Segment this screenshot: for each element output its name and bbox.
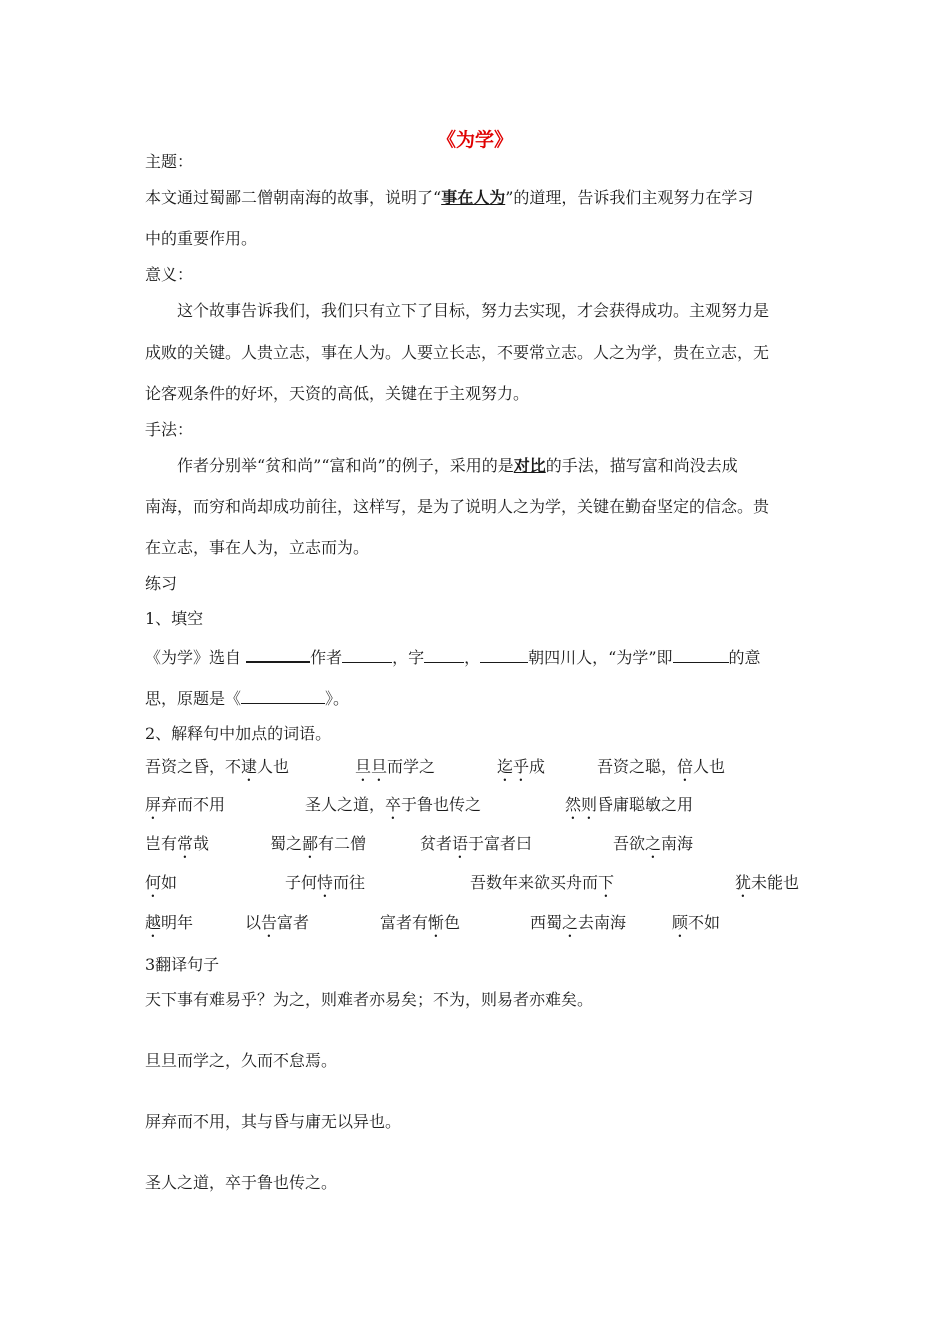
meaning-line-3: 论客观条件的好坏，天资的高低，关键在于主观努力。 xyxy=(145,384,530,403)
q2-item-text: 以 xyxy=(245,913,262,932)
q2-item-text: 人也 xyxy=(257,757,290,776)
q2-item-text: 富者 xyxy=(277,913,310,932)
q1-fill-line-2: 思，原题是《 》。 xyxy=(145,689,350,708)
theme-heading: 主题： xyxy=(145,152,194,171)
q2-item-text: 昏庸聪敏之用 xyxy=(597,795,694,814)
dotted-word: 倍 xyxy=(677,757,694,776)
q2-item-text: 富者有 xyxy=(380,913,429,932)
q2-item xyxy=(245,913,309,941)
q2-item xyxy=(145,913,193,941)
q2-item-text: 明年 xyxy=(161,913,194,932)
q2-item-text: 吾资之昏，不 xyxy=(145,757,242,776)
q2-item xyxy=(305,795,481,823)
q2-item-text: 蜀之 xyxy=(270,834,303,853)
q2-item-text: 吾欲 xyxy=(613,834,646,853)
meaning-line-1: 这个故事告诉我们，我们只有立下了目标，努力去实现，才会获得成功。主观努力是 xyxy=(177,301,770,320)
q2-item-text: 于富者曰 xyxy=(468,834,533,853)
q2-item-text: 如 xyxy=(161,873,178,892)
q2-item xyxy=(145,873,177,901)
technique-line-3: 在立志，事在人为，立志而为。 xyxy=(145,538,370,557)
dotted-word: 迄乎 xyxy=(497,757,530,776)
dotted-word: 何 xyxy=(145,873,162,892)
q2-item-text: 去南海 xyxy=(578,913,627,932)
q2-item-text: 子何 xyxy=(285,873,318,892)
q2-item-text: 色 xyxy=(444,913,461,932)
dotted-word: 之 xyxy=(645,834,662,853)
q3-sentence-1: 天下事有难易乎？为之，则难者亦易矣；不为，则易者亦难矣。 xyxy=(145,990,594,1009)
blank-courtesy-name[interactable] xyxy=(424,647,464,663)
q2-item xyxy=(145,834,209,862)
dotted-word: 下 xyxy=(598,873,615,892)
q2-item-text: 成 xyxy=(529,757,546,776)
q3-sentence-2: 旦旦而学之，久而不怠焉。 xyxy=(145,1051,338,1070)
q2-item xyxy=(672,913,720,941)
q2-item xyxy=(530,913,626,941)
emphasis-phrase: 事在人为 xyxy=(441,188,506,207)
q2-item xyxy=(420,834,532,862)
q2-item-text: 南海 xyxy=(661,834,694,853)
q3-heading: 3翻译句子 xyxy=(145,955,220,974)
q2-item-text: 人也 xyxy=(693,757,726,776)
q2-heading: 2、解释句中加点的词语。 xyxy=(145,724,332,743)
q2-item-text: 吾数年来欲买舟而 xyxy=(470,873,599,892)
q2-item xyxy=(735,873,799,901)
dotted-word: 鄙 xyxy=(302,834,319,853)
technique-line-2: 南海，而穷和尚却成功前往，这样写，是为了说明人之为学，关键在勤奋坚定的信念。贵 xyxy=(145,497,770,516)
dotted-word: 卒 xyxy=(385,795,402,814)
q2-item xyxy=(270,834,366,862)
q2-item xyxy=(497,757,545,785)
q1-fill-line-1: 《为学》选自 作者 ，字 ， 朝四川人，“为学”即 的意 xyxy=(145,648,761,667)
meaning-line-2: 成败的关键。人贵立志，事在人为。人要立长志，不要常立志。人之为学，贵在立志，无 xyxy=(145,343,770,362)
q2-item-text: 贫者 xyxy=(420,834,453,853)
q2-item xyxy=(613,834,693,862)
practice-heading: 练习 xyxy=(145,574,178,593)
q2-item-text: 岂有 xyxy=(145,834,178,853)
theme-line-2: 中的重要作用。 xyxy=(145,229,258,248)
dotted-word: 恃 xyxy=(317,873,334,892)
q2-item-text: 未能也 xyxy=(751,873,800,892)
blank-author[interactable] xyxy=(342,647,392,663)
q2-item xyxy=(597,757,725,785)
q2-item xyxy=(470,873,614,901)
q2-item xyxy=(285,873,365,901)
dotted-word: 告 xyxy=(261,913,278,932)
dotted-word: 越 xyxy=(145,913,162,932)
blank-original-title[interactable] xyxy=(241,688,325,704)
q2-item-text: 圣人之道， xyxy=(305,795,386,814)
emphasis-term: 对比 xyxy=(513,456,546,475)
q2-item-text: 哉 xyxy=(193,834,210,853)
technique-heading: 手法： xyxy=(145,420,194,439)
dotted-word: 旦旦 xyxy=(355,757,388,776)
q2-item-text: 西蜀 xyxy=(530,913,563,932)
q2-item-text: 于鲁也传之 xyxy=(401,795,482,814)
q2-item-text: 吾资之聪， xyxy=(597,757,678,776)
dotted-word: 常 xyxy=(177,834,194,853)
q2-item-text: 而学之 xyxy=(387,757,436,776)
q2-item xyxy=(145,795,225,823)
q2-item xyxy=(145,757,289,785)
technique-line-1: 作者分别举“贫和尚”“富和尚”的例子，采用的是对比的手法，描写富和尚没去成 xyxy=(177,456,738,475)
blank-meaning[interactable] xyxy=(673,647,729,663)
dotted-word: 犹 xyxy=(735,873,752,892)
theme-line-1: 本文通过蜀鄙二僧朝南海的故事，说明了“事在人为”的道理，告诉我们主观努力在学习 xyxy=(145,188,754,207)
q2-item xyxy=(355,757,435,785)
meaning-heading: 意义： xyxy=(145,265,194,284)
q1-heading: 1、填空 xyxy=(145,609,204,628)
q2-item xyxy=(565,795,693,823)
dotted-word: 顾 xyxy=(672,913,689,932)
blank-dynasty[interactable] xyxy=(480,647,528,663)
q2-item-text: 而往 xyxy=(333,873,366,892)
q2-item-text: 有二僧 xyxy=(318,834,367,853)
q2-item-text: 弃而不用 xyxy=(161,795,226,814)
q2-item xyxy=(380,913,460,941)
dotted-word: 逮 xyxy=(241,757,258,776)
q3-sentence-4: 圣人之道，卒于鲁也传之。 xyxy=(145,1173,338,1192)
dotted-word: 之 xyxy=(562,913,579,932)
q3-sentence-3: 屏弃而不用，其与昏与庸无以异也。 xyxy=(145,1112,402,1131)
dotted-word: 屏 xyxy=(145,795,162,814)
dotted-word: 惭 xyxy=(428,913,445,932)
blank-source[interactable] xyxy=(246,646,310,663)
dotted-word: 语 xyxy=(452,834,469,853)
dotted-word: 然则 xyxy=(565,795,598,814)
page-title: 《为学》 xyxy=(436,129,513,151)
q2-item-text: 不如 xyxy=(688,913,721,932)
